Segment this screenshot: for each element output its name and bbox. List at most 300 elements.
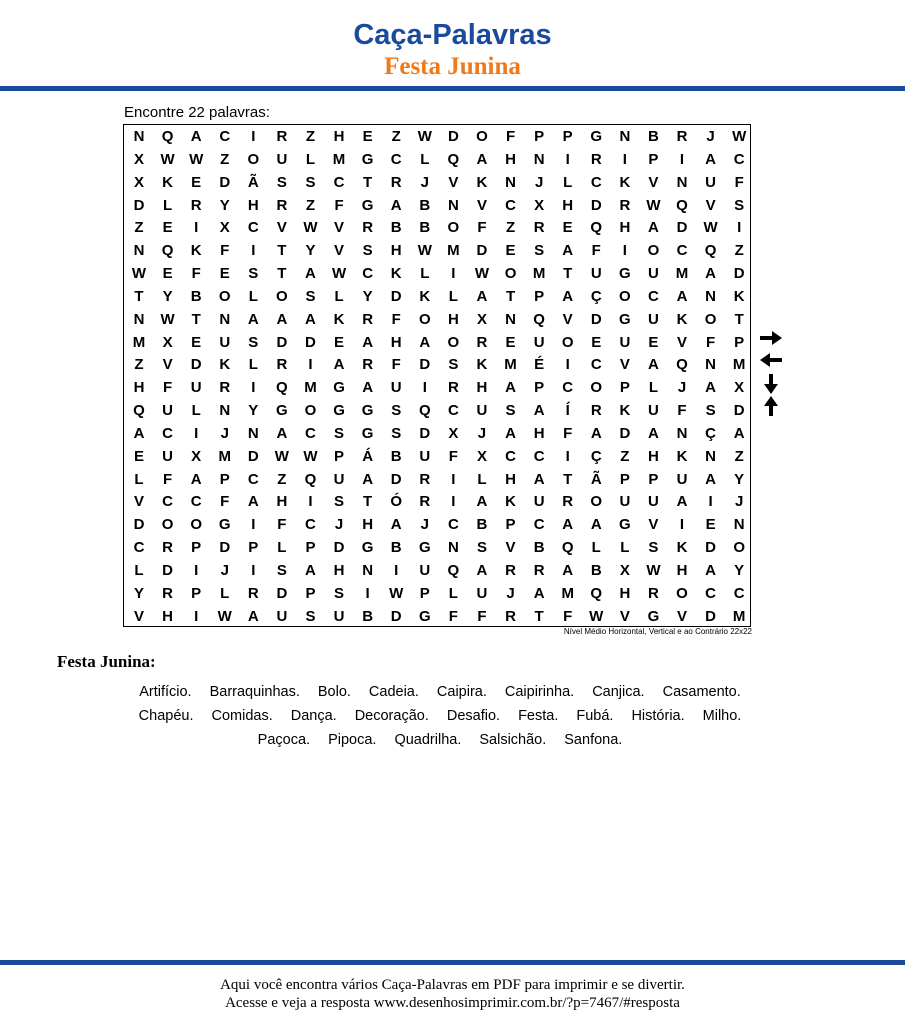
grid-cell[interactable]: I [194,607,199,625]
grid-cell[interactable]: P [619,379,630,397]
grid-cell[interactable]: N [705,447,717,465]
grid-cell[interactable]: I [194,219,199,237]
grid-cell[interactable]: K [505,493,516,511]
grid-cell[interactable]: Ç [705,424,717,442]
grid-cell[interactable]: W [646,561,661,579]
grid-cell[interactable]: A [533,402,545,420]
grid-cell[interactable]: É [534,356,545,374]
grid-cell[interactable]: F [391,356,401,374]
grid-cell[interactable]: R [276,196,288,214]
grid-cell[interactable]: Q [161,242,174,260]
grid-cell[interactable]: V [677,333,688,351]
grid-cell[interactable]: P [619,470,630,488]
grid-cell[interactable]: K [676,539,688,557]
grid-cell[interactable]: C [733,584,745,602]
grid-cell[interactable]: C [162,424,173,442]
grid-cell[interactable]: A [648,219,659,237]
grid-cell[interactable]: P [305,584,316,602]
grid-cell[interactable]: L [220,584,230,602]
grid-cell[interactable]: R [533,561,545,579]
grid-cell[interactable]: O [276,287,288,305]
grid-cell[interactable]: Q [590,219,603,237]
grid-cell[interactable]: O [476,128,488,145]
grid-cell[interactable]: U [619,333,631,351]
grid-cell[interactable]: Y [162,287,173,305]
grid-cell[interactable]: K [619,173,631,191]
grid-cell[interactable]: A [476,493,488,511]
grid-cell[interactable]: V [334,219,345,237]
grid-cell[interactable]: N [533,150,545,168]
grid-cell[interactable]: Z [134,219,144,237]
grid-cell[interactable]: N [133,242,145,260]
grid-cell[interactable]: G [647,607,660,625]
grid-cell[interactable]: O [418,310,431,328]
grid-cell[interactable]: M [561,584,574,602]
grid-cell[interactable]: C [562,379,574,397]
grid-cell[interactable]: R [390,173,402,191]
grid-cell[interactable]: F [220,242,230,260]
grid-cell[interactable]: W [646,196,661,214]
grid-cell[interactable]: O [190,516,202,534]
grid-cell[interactable]: L [248,287,258,305]
grid-cell[interactable]: F [734,173,744,191]
grid-cell[interactable]: K [333,310,345,328]
grid-cell[interactable]: J [220,424,229,442]
grid-cell[interactable]: A [476,287,488,305]
grid-cell[interactable]: Y [248,402,259,420]
grid-cell[interactable]: J [706,128,715,145]
grid-cell[interactable]: V [448,173,459,191]
grid-cell[interactable]: V [648,516,659,534]
grid-cell[interactable]: S [334,493,345,511]
grid-cell[interactable]: T [363,173,373,191]
grid-cell[interactable]: C [247,219,259,237]
grid-cell[interactable]: F [448,447,458,465]
grid-cell[interactable]: Q [447,561,460,579]
grid-cell[interactable]: W [274,447,289,465]
grid-cell[interactable]: S [334,584,345,602]
grid-cell[interactable]: A [533,584,545,602]
grid-cell[interactable]: O [447,333,460,351]
grid-cell[interactable]: R [162,539,173,557]
grid-cell[interactable]: H [162,607,173,625]
grid-cell[interactable]: Q [533,310,545,328]
grid-cell[interactable]: D [419,356,431,374]
grid-cell[interactable]: F [591,242,601,260]
grid-cell[interactable]: M [504,356,517,374]
grid-cell[interactable]: A [362,470,374,488]
grid-cell[interactable]: C [533,516,545,534]
grid-cell[interactable]: P [191,539,202,557]
grid-cell[interactable]: D [390,607,402,625]
grid-cell[interactable]: A [676,287,688,305]
grid-cell[interactable]: K [190,242,202,260]
grid-cell[interactable]: T [363,493,373,511]
grid-cell[interactable]: T [134,287,144,305]
grid-cell[interactable]: H [447,310,459,328]
grid-cell[interactable]: Z [305,128,316,145]
grid-cell[interactable]: U [276,607,288,625]
grid-cell[interactable]: H [676,561,688,579]
grid-cell[interactable]: S [734,196,745,214]
grid-cell[interactable]: N [247,424,259,442]
grid-cell[interactable]: R [447,379,459,397]
grid-cell[interactable]: Y [362,287,373,305]
grid-cell[interactable]: R [362,219,374,237]
grid-cell[interactable]: N [133,128,145,145]
grid-cell[interactable]: A [648,356,659,374]
grid-cell[interactable]: R [276,356,288,374]
grid-cell[interactable]: V [562,310,573,328]
grid-cell[interactable]: W [331,265,347,283]
grid-cell[interactable]: A [247,607,259,625]
grid-cell[interactable]: Q [676,196,688,214]
grid-cell[interactable]: A [705,470,717,488]
grid-cell[interactable]: R [676,128,688,145]
grid-cell[interactable]: O [647,242,660,260]
grid-cell[interactable]: W [303,219,318,237]
grid-cell[interactable]: R [419,493,431,511]
grid-cell[interactable]: D [590,196,602,214]
grid-cell[interactable]: J [420,173,429,191]
grid-cell[interactable]: W [703,219,718,237]
grid-cell[interactable]: A [676,493,688,511]
grid-cell[interactable]: O [619,287,631,305]
grid-cell[interactable]: U [705,173,717,191]
grid-cell[interactable]: Í [565,402,570,420]
grid-cell[interactable]: R [590,150,602,168]
grid-cell[interactable]: Q [447,150,460,168]
grid-cell[interactable]: D [390,470,402,488]
grid-cell[interactable]: L [448,287,458,305]
grid-cell[interactable]: U [676,470,688,488]
grid-cell[interactable]: A [562,516,574,534]
grid-cell[interactable]: R [619,196,631,214]
grid-cell[interactable]: D [447,128,459,145]
grid-cell[interactable]: M [675,265,689,283]
grid-cell[interactable]: U [219,333,231,351]
grid-cell[interactable]: C [705,584,717,602]
grid-cell[interactable]: P [191,584,202,602]
grid-cell[interactable]: B [476,516,488,534]
grid-cell[interactable]: V [648,173,659,191]
grid-cell[interactable]: P [505,516,516,534]
grid-cell[interactable]: D [190,356,202,374]
grid-cell[interactable]: L [420,265,430,283]
grid-cell[interactable]: E [591,333,602,351]
grid-cell[interactable]: D [219,539,231,557]
grid-cell[interactable]: C [190,493,202,511]
grid-cell[interactable]: W [417,128,432,145]
grid-cell[interactable]: T [534,607,544,625]
grid-cell[interactable]: O [161,516,174,534]
grid-cell[interactable]: M [732,607,746,625]
grid-cell[interactable]: X [734,379,745,397]
grid-cell[interactable]: Q [418,402,431,420]
grid-cell[interactable]: U [533,493,545,511]
grid-cell[interactable]: N [133,310,145,328]
grid-cell[interactable]: E [705,516,716,534]
grid-cell[interactable]: A [390,516,402,534]
grid-cell[interactable]: X [219,219,230,237]
grid-cell[interactable]: A [333,356,345,374]
grid-cell[interactable]: V [619,607,630,625]
grid-cell[interactable]: Ã [247,173,259,191]
grid-cell[interactable]: E [505,242,516,260]
grid-cell[interactable]: D [333,539,345,557]
grid-cell[interactable]: Q [133,402,145,420]
grid-cell[interactable]: C [733,150,745,168]
grid-cell[interactable]: J [334,516,344,534]
grid-cell[interactable]: B [419,196,431,214]
grid-cell[interactable]: D [705,539,717,557]
grid-cell[interactable]: W [474,265,490,283]
grid-cell[interactable]: R [648,584,659,602]
grid-cell[interactable]: F [277,516,287,534]
grid-cell[interactable]: Q [276,379,288,397]
grid-cell[interactable]: P [334,447,345,465]
grid-cell[interactable]: K [676,310,688,328]
grid-cell[interactable]: L [648,379,659,397]
grid-cell[interactable]: L [248,356,258,374]
grid-cell[interactable]: G [276,402,288,420]
grid-cell[interactable]: H [390,242,402,260]
grid-cell[interactable]: V [162,356,173,374]
grid-cell[interactable]: D [133,196,145,214]
grid-cell[interactable]: V [505,539,516,557]
grid-cell[interactable]: C [447,516,459,534]
grid-cell[interactable]: K [219,356,231,374]
grid-cell[interactable]: C [133,539,145,557]
grid-cell[interactable]: D [476,242,488,260]
grid-cell[interactable]: I [737,219,742,237]
grid-cell[interactable]: A [190,128,202,145]
grid-cell[interactable]: O [218,287,231,305]
grid-cell[interactable]: H [619,584,631,602]
grid-cell[interactable]: Y [305,242,316,260]
grid-cell[interactable]: F [391,310,401,328]
grid-cell[interactable]: K [476,173,488,191]
grid-cell[interactable]: L [563,173,573,191]
grid-cell[interactable]: I [565,150,570,168]
grid-cell[interactable]: Q [676,356,688,374]
grid-cell[interactable]: B [590,561,602,579]
grid-cell[interactable]: A [590,516,602,534]
grid-cell[interactable]: I [194,561,199,579]
grid-cell[interactable]: C [162,493,173,511]
grid-cell[interactable]: W [389,584,404,602]
grid-cell[interactable]: D [133,516,145,534]
grid-cell[interactable]: A [705,150,717,168]
grid-cell[interactable]: P [534,128,545,145]
grid-cell[interactable]: J [477,424,487,442]
grid-cell[interactable]: G [619,516,631,534]
grid-cell[interactable]: U [162,447,173,465]
grid-cell[interactable]: Z [391,128,401,145]
grid-cell[interactable]: R [190,196,202,214]
grid-cell[interactable]: A [505,424,516,442]
grid-cell[interactable]: A [705,379,717,397]
grid-cell[interactable]: I [365,584,370,602]
grid-cell[interactable]: M [532,265,546,283]
grid-cell[interactable]: Á [362,447,374,465]
grid-cell[interactable]: D [590,310,602,328]
grid-cell[interactable]: I [622,242,627,260]
grid-cell[interactable]: O [676,584,688,602]
grid-cell[interactable]: O [590,379,603,397]
grid-cell[interactable]: F [563,424,573,442]
grid-cell[interactable]: B [362,607,374,625]
grid-cell[interactable]: N [447,196,459,214]
grid-cell[interactable]: S [391,424,402,442]
grid-cell[interactable]: W [589,607,604,625]
grid-cell[interactable]: U [419,447,431,465]
grid-cell[interactable]: Z [734,242,744,260]
grid-cell[interactable]: G [218,516,231,534]
grid-cell[interactable]: A [562,242,574,260]
grid-cell[interactable]: F [477,607,487,625]
grid-cell[interactable]: I [622,150,627,168]
grid-cell[interactable]: J [420,516,429,534]
grid-cell[interactable]: Q [590,584,603,602]
grid-cell[interactable]: R [476,333,488,351]
grid-cell[interactable]: I [565,447,570,465]
grid-cell[interactable]: F [162,470,173,488]
grid-cell[interactable]: U [476,584,488,602]
grid-cell[interactable]: D [219,173,231,191]
grid-cell[interactable]: C [247,470,259,488]
grid-cell[interactable]: F [448,607,458,625]
grid-cell[interactable]: Z [134,356,144,374]
grid-cell[interactable]: A [276,310,288,328]
grid-cell[interactable]: U [648,265,659,283]
grid-cell[interactable]: Ã [590,470,602,488]
grid-cell[interactable]: F [563,607,573,625]
grid-cell[interactable]: A [305,310,316,328]
grid-cell[interactable]: N [447,539,459,557]
grid-cell[interactable]: K [390,265,402,283]
grid-cell[interactable]: I [451,470,456,488]
grid-cell[interactable]: W [417,242,432,260]
grid-cell[interactable]: G [361,539,374,557]
grid-cell[interactable]: R [419,470,431,488]
grid-cell[interactable]: T [563,470,573,488]
grid-cell[interactable]: I [451,493,456,511]
grid-cell[interactable]: E [133,447,144,465]
grid-cell[interactable]: E [191,173,202,191]
grid-cell[interactable]: P [534,287,545,305]
grid-cell[interactable]: Z [277,470,287,488]
grid-cell[interactable]: A [419,333,431,351]
grid-cell[interactable]: S [362,242,373,260]
grid-cell[interactable]: H [362,516,374,534]
grid-cell[interactable]: V [677,607,688,625]
grid-cell[interactable]: W [732,128,747,145]
grid-cell[interactable]: S [334,424,345,442]
grid-cell[interactable]: B [390,539,402,557]
grid-cell[interactable]: D [305,333,316,351]
grid-cell[interactable]: S [305,173,316,191]
grid-cell[interactable]: N [705,287,717,305]
grid-cell[interactable]: J [534,173,544,191]
grid-cell[interactable]: A [362,333,374,351]
grid-cell[interactable]: L [277,539,287,557]
grid-cell[interactable]: U [648,493,659,511]
grid-cell[interactable]: A [247,310,259,328]
grid-cell[interactable]: R [247,584,259,602]
grid-cell[interactable]: N [219,402,231,420]
grid-cell[interactable]: C [590,356,602,374]
grid-cell[interactable]: E [362,128,373,145]
grid-cell[interactable]: G [361,196,374,214]
grid-cell[interactable]: M [332,150,346,168]
grid-cell[interactable]: R [162,584,173,602]
grid-cell[interactable]: A [705,265,717,283]
grid-cell[interactable]: X [619,561,630,579]
grid-cell[interactable]: I [251,379,256,397]
grid-cell[interactable]: A [190,470,202,488]
grid-cell[interactable]: F [505,128,516,145]
grid-cell[interactable]: A [648,424,659,442]
grid-cell[interactable]: B [419,219,431,237]
grid-cell[interactable]: L [591,539,601,557]
grid-cell[interactable]: T [277,265,287,283]
grid-cell[interactable]: T [505,287,516,305]
grid-cell[interactable]: G [361,150,374,168]
grid-cell[interactable]: A [390,196,402,214]
grid-cell[interactable]: I [679,150,685,168]
grid-cell[interactable]: W [131,265,147,283]
grid-cell[interactable]: Z [505,219,516,237]
grid-cell[interactable]: B [190,287,202,305]
grid-cell[interactable]: P [734,333,745,351]
grid-cell[interactable]: Y [219,196,230,214]
grid-cell[interactable]: Ç [590,287,602,305]
grid-cell[interactable]: C [305,424,316,442]
grid-cell[interactable]: X [191,447,202,465]
grid-cell[interactable]: Y [734,561,745,579]
grid-cell[interactable]: Z [734,447,744,465]
grid-cell[interactable]: P [219,470,230,488]
grid-cell[interactable]: D [390,287,402,305]
grid-cell[interactable]: G [361,402,374,420]
grid-cell[interactable]: H [505,150,516,168]
grid-cell[interactable]: R [505,561,516,579]
grid-cell[interactable]: C [333,173,345,191]
grid-cell[interactable]: Z [620,447,630,465]
grid-cell[interactable]: A [705,561,717,579]
grid-cell[interactable]: U [276,150,288,168]
grid-cell[interactable]: X [133,173,144,191]
grid-cell[interactable]: F [220,493,230,511]
grid-cell[interactable]: W [160,310,175,328]
grid-cell[interactable]: O [304,402,317,420]
grid-cell[interactable]: H [133,379,145,397]
grid-cell[interactable]: S [305,287,316,305]
grid-cell[interactable]: C [505,447,516,465]
grid-cell[interactable]: L [620,539,630,557]
grid-cell[interactable]: D [619,424,631,442]
grid-cell[interactable]: U [648,310,659,328]
grid-cell[interactable]: G [333,379,345,397]
grid-cell[interactable]: S [276,173,287,191]
grid-cell[interactable]: V [705,196,716,214]
grid-cell[interactable]: I [251,242,256,260]
grid-cell[interactable]: O [247,150,260,168]
grid-cell[interactable]: S [505,402,516,420]
grid-cell[interactable]: I [194,424,199,442]
grid-cell[interactable]: U [419,561,431,579]
